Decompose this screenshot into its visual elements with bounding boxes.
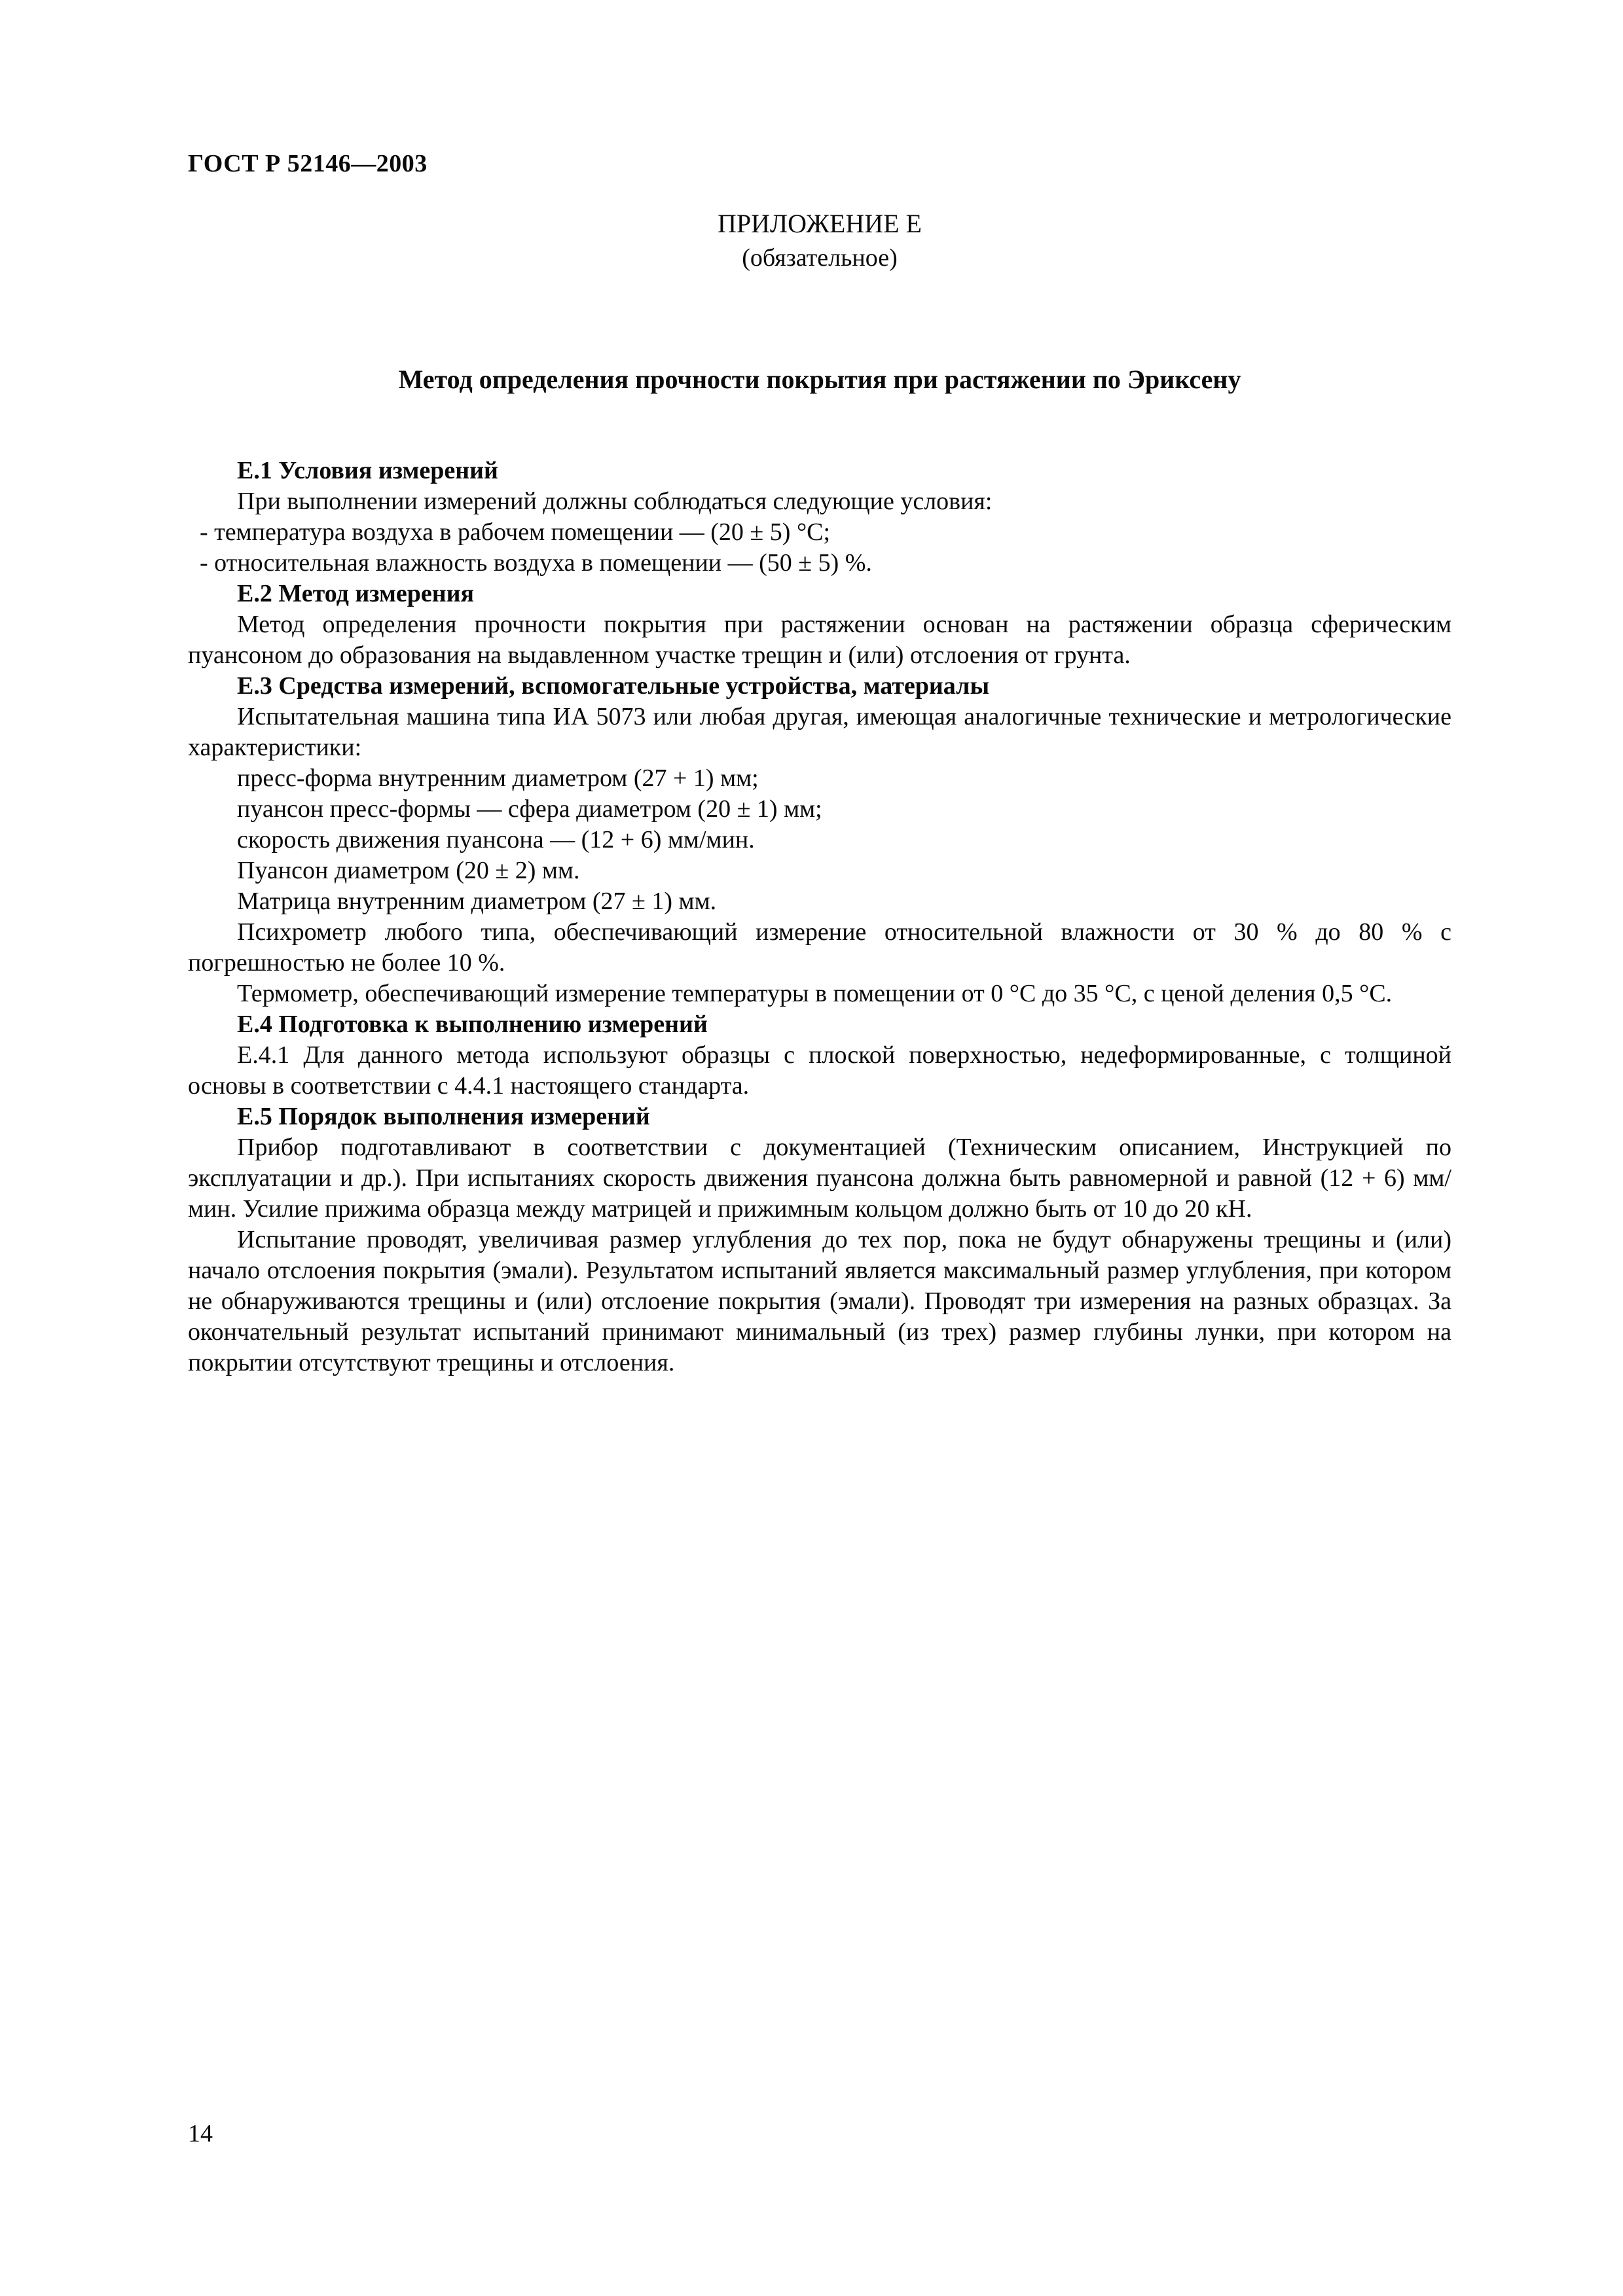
section-heading: Е.1 Условия измерений [237, 457, 498, 484]
paragraph: Прибор подготавливают в соответствии с документацией (Техническим описанием, Инструкцией по эксплуатации и др.). При испытаниях скорость движения пуансона должна быть равномерной и равной (12 + 6) мм/мин. Усилие прижима образца между матрицей и прижимным кольцом должно быть от 10 до 20 кН. [188, 1134, 1451, 1223]
standard-designation: ГОСТ Р 52146—2003 [188, 150, 428, 177]
section-heading: Е.4 Подготовка к выполнению измерений [237, 1011, 708, 1038]
paragraph: При выполнении измерений должны соблюдаться следующие условия: [237, 488, 993, 515]
paragraph: скорость движения пуансона — (12 + 6) мм/мин. [237, 826, 755, 853]
document-title: Метод определения прочности покрытия при растяжении по Эриксену [398, 365, 1241, 394]
section-heading: Е.5 Порядок выполнения измерений [237, 1103, 650, 1130]
document-body [188, 456, 1451, 1378]
paragraph: Психрометр любого типа, обеспечивающий измерение относительной влажности от 30 % до 80 % с погрешностью не более 10 %. [188, 918, 1451, 977]
paragraph: Метод определения прочности покрытия при растяжении основан на растяжении образца сферическим пуансоном до образования на выдавленном участке трещин и (или) отслоения от грунта. [188, 611, 1451, 669]
paragraph: Термометр, обеспечивающий измерение температуры в помещении от 0 °С до 35 °С, с ценой деления 0,5 °С. [237, 980, 1393, 1007]
list-item: - относительная влажность воздуха в помещении — (50 ± 5) %. [200, 549, 872, 577]
paragraph: Е.4.1 Для данного метода используют образцы с плоской поверхностью, недеформированные, с толщиной основы в соответствии с 4.4.1 настоящего стандарта. [188, 1041, 1451, 1100]
page-number: 14 [188, 2120, 213, 2147]
appendix-title: ПРИЛОЖЕНИЕ Е [718, 209, 922, 238]
paragraph: Матрица внутренним диаметром (27 ± 1) мм. [237, 888, 717, 915]
section-heading: Е.3 Средства измерений, вспомогательные устройства, материалы [237, 672, 990, 700]
list-item: - температура воздуха в рабочем помещении — (20 ± 5) °С; [200, 518, 831, 546]
paragraph: Испытательная машина типа ИА 5073 или любая другая, имеющая аналогичные технические и метрологические характеристики: [188, 703, 1451, 761]
paragraph: пресс-форма внутренним диаметром (27 + 1) мм; [237, 764, 759, 792]
section-heading: Е.2 Метод измерения [237, 580, 475, 607]
paragraph: Испытание проводят, увеличивая размер углубления до тех пор, пока не будут обнаружены трещины и (или) начало отслоения покрытия (эмали). Результатом испытаний является максимальный размер углубления, при котором не обнаруживаются трещины и (или) отслоение покрытия (эмали). Проводят три измерения на разных образцах. За окончательный результат испытаний принимают минимальный (из трех) размер глубины лунки, при котором на покрытии отсутствуют трещины и отслоения. [188, 1226, 1451, 1376]
appendix-subtitle: (обязательное) [742, 244, 898, 272]
paragraph: пуансон пресс-формы — сфера диаметром (20 ± 1) мм; [237, 795, 822, 823]
paragraph: Пуансон диаметром (20 ± 2) мм. [237, 857, 580, 884]
